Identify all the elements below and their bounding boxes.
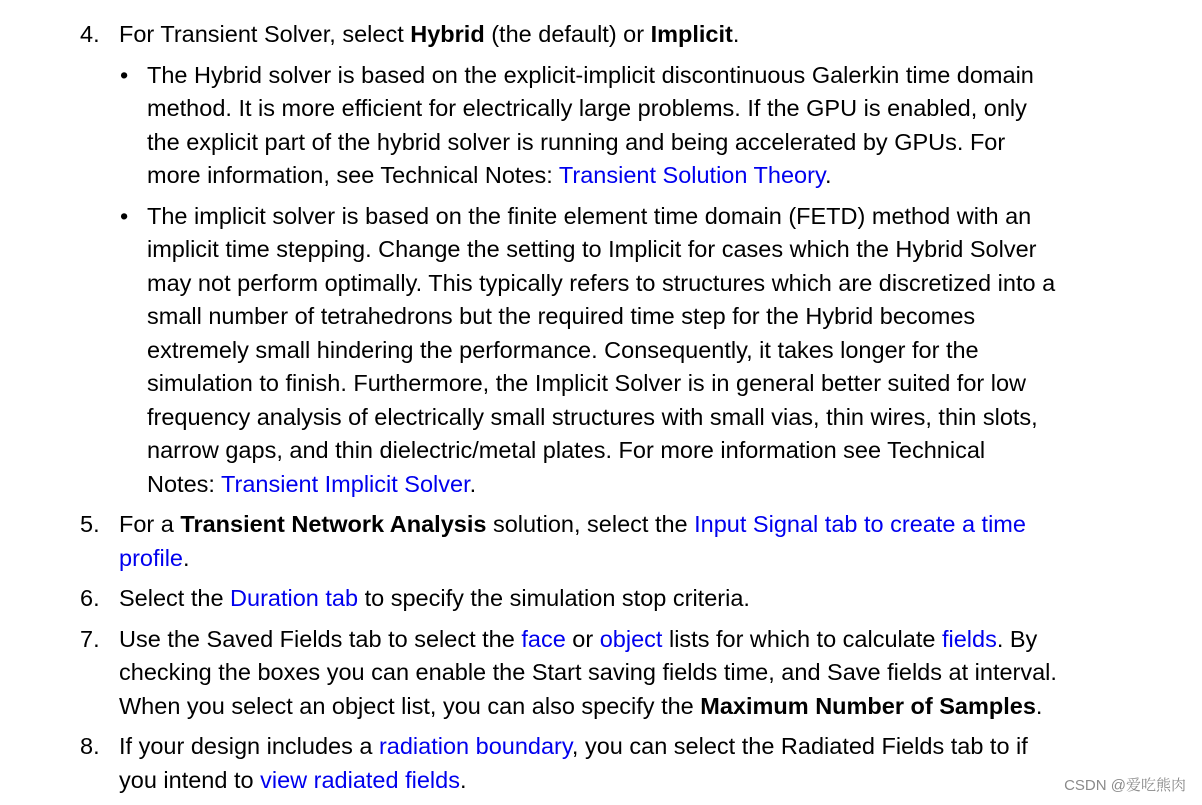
bold-text: Transient Network Analysis [180,511,487,537]
doc-link[interactable]: profile [119,544,184,571]
bold-text: Hybrid [410,21,485,47]
text-line [147,126,1202,160]
text-run: , you can select the Radiated Fields tab to if [571,733,1028,759]
bold-text: Implicit [650,21,733,47]
numbered-step [0,18,1202,52]
text-run: or [565,625,600,652]
text-run: may not perform optimally. This typically refers to structures which are discretized into a [147,269,1056,296]
document-body [0,18,1202,804]
text-run: For Transient Solver, select [119,21,411,47]
doc-link[interactable]: fields [941,625,997,652]
text-run: The Hybrid solver is based on the explicit-implicit discontinuous Galerkin time domain [147,61,1034,88]
text-line [147,334,1202,368]
text-line [147,59,1202,93]
text-run: implicit time stepping. Change the setting to Implicit for cases which the Hybrid Solver [147,236,1037,262]
text-run: method. It is more efficient for electrically large problems. If the GPU is enabled, only [147,95,1027,121]
text-run: . [469,470,477,497]
doc-link[interactable]: view radiated fields [260,766,460,793]
bold-text: Maximum Number of Samples [700,692,1036,719]
text-run: . [824,162,832,188]
text-run: The implicit solver is based on the finite element time domain (FETD) method with an [147,202,1032,229]
text-line [147,267,1202,301]
bullet-marker: • [120,202,129,229]
text-run: checking the boxes you can enable the Start saving fields time, and Save fields at interval. [119,659,1057,685]
text-line [147,159,1202,193]
text-line [119,542,1202,576]
text-line [119,730,1202,764]
text-run: Use the Saved Fields tab to select the [119,625,522,652]
text-line [147,300,1202,334]
text-run: frequency analysis of electrically small structures with small vias, thin wires, thin slots, [147,403,1038,430]
numbered-step [0,623,1202,724]
text-line [147,92,1202,126]
text-line [147,401,1202,435]
text-line [119,508,1202,542]
bullet-marker: • [120,61,129,88]
text-line [119,623,1202,657]
text-run: For a [119,511,181,537]
text-line [147,200,1202,234]
bullet-paragraph [0,59,1202,193]
text-run: narrow gaps, and thin dielectric/metal plates. For more information see Technical [147,437,986,463]
watermark: CSDN @爱吃熊肉 [1064,777,1186,794]
text-run: small number of tetrahedrons but the required time step for the Hybrid becomes [147,303,976,329]
text-run: . By [996,625,1038,652]
text-line [119,656,1202,690]
text-run: more information, see Technical Notes: [147,162,559,188]
step-number: 8. [80,733,100,759]
text-line [147,434,1202,468]
step-number: 6. [80,585,100,611]
text-run: the explicit part of the hybrid solver is running and being accelerated by GPUs. For [147,128,1006,155]
numbered-step [0,508,1202,575]
text-run: . [1035,692,1043,719]
text-run: you intend to [119,766,261,793]
text-run: If your design includes a [119,733,379,759]
text-line [119,690,1202,724]
text-run: Notes: [147,470,222,497]
bullet-paragraph [0,200,1202,502]
text-run: . [732,21,740,47]
text-line [119,764,1202,798]
text-line [119,18,1202,52]
numbered-step [0,582,1202,616]
doc-link[interactable]: Transient Solution Theory [558,162,825,188]
text-run: . [459,766,467,793]
text-run: When you select an object list, you can also specify the [119,692,701,719]
text-line [119,582,1202,616]
step-number: 7. [80,625,100,652]
text-run: to specify the simulation stop criteria. [358,585,750,611]
step-number: 5. [80,511,100,537]
doc-link[interactable]: Duration tab [230,585,359,611]
text-line [147,468,1202,502]
text-run: Select the [119,585,231,611]
text-run: simulation to finish. Furthermore, the Implicit Solver is in general better suited for low [147,370,1027,396]
doc-link[interactable]: object [599,625,663,652]
doc-link[interactable]: Input Signal tab to create a time [694,511,1026,537]
text-line [147,367,1202,401]
text-run: extremely small hindering the performance. Consequently, it takes longer for the [147,336,979,363]
text-run: lists for which to calculate [662,625,942,652]
text-run: solution, select the [486,511,695,537]
doc-link[interactable]: face [521,625,566,652]
doc-link[interactable]: Transient Implicit Solver [221,470,470,497]
text-line [147,233,1202,267]
numbered-step [0,730,1202,797]
text-run: (the default) or [484,21,651,47]
step-number: 4. [80,21,100,47]
doc-link[interactable]: radiation boundary [378,733,572,759]
text-run: . [183,544,190,571]
